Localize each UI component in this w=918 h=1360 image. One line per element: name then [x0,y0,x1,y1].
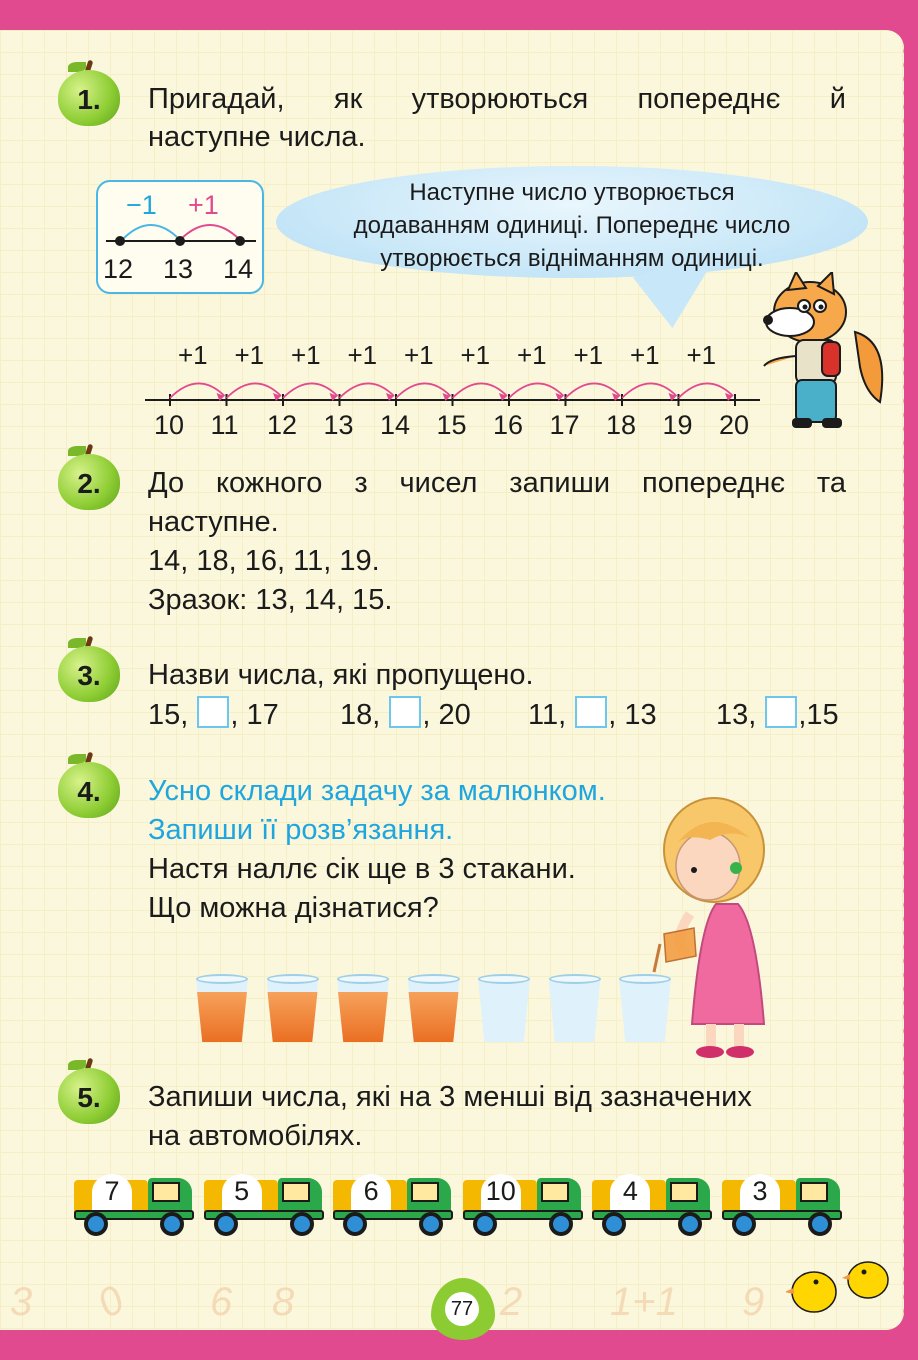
exercise-number: 4. [77,776,101,807]
ex2-text-line2: наступне. [148,506,279,538]
truck-number: 4 [610,1174,650,1210]
answer-box[interactable] [765,696,797,728]
step-label: +1 [234,340,265,370]
truck [204,1174,326,1238]
bubble-line: утворюється відніманням одиниці. [380,245,764,272]
tick-label: 10 [154,410,185,440]
ex3-item-before: 15, [148,699,197,731]
exercise-number: 5. [77,1082,101,1113]
empty-glass [549,978,601,1042]
ex4-text-line3: Настя наллє сік ще в 3 стакани. [148,853,576,885]
decorative-digit: 6 [210,1280,233,1324]
scalloped-edge-right [896,30,910,1330]
glass-with-juice [337,978,389,1042]
exercise-number: 1. [77,84,101,115]
mini-tick-13: 13 [163,254,194,284]
ex1-text-line2: наступне числа. [148,121,366,153]
bubble-line: додаванням одиниці. Попереднє число [353,212,791,239]
step-label: +1 [630,340,660,370]
plus-one-label: +1 [188,190,219,220]
tick-label: 14 [380,410,411,440]
truck [722,1174,844,1238]
bubble-line: Наступне число утворюється [409,179,735,206]
tick-label: 17 [549,410,580,440]
empty-glass [478,978,530,1042]
answer-box[interactable] [389,696,421,728]
tick-label: 12 [267,410,298,440]
mini-tick-12: 12 [103,254,134,284]
ex2-text-line1: До кожного з чисел запиши попереднє та [148,467,846,499]
ex3-item-3 [528,696,657,734]
decorative-digit: 1+1 [610,1280,678,1324]
tick-label: 18 [606,410,637,440]
step-arc [396,383,451,398]
ex3-item-4 [716,696,839,734]
step-arc [340,383,395,398]
speech-bubble-text [296,176,848,275]
truck-number: 10 [481,1174,521,1210]
truck [333,1174,455,1238]
step-arc [509,383,564,398]
step-label: +1 [347,340,378,370]
answer-box[interactable] [197,696,229,728]
tick-label: 16 [493,410,524,440]
truck [74,1174,196,1238]
step-label: +1 [573,340,604,370]
ex3-item-before: 18, [340,699,389,731]
ex3-item-before: 13, [716,699,765,731]
tick-label: 15 [436,410,467,440]
apple-number-icon [58,1058,122,1122]
glass-with-juice [267,978,319,1042]
step-label: +1 [460,340,491,370]
mini-tick-14: 14 [223,254,254,284]
tick-label: 13 [323,410,354,440]
exercise-number: 3. [77,660,101,691]
step-arc [283,383,338,398]
ex2-number-list: 14, 18, 16, 11, 19. [148,545,380,577]
tick-label: 19 [662,410,693,440]
ex3-item-after: , 17 [230,699,279,731]
decorative-digit: 3 [10,1280,33,1324]
fox-character-illustration [760,272,890,432]
step-arc [170,383,225,398]
minus-one-label: −1 [126,190,157,220]
apple-number-icon [58,60,122,124]
ex4-text-line4: Що можна дізнатися? [148,892,439,924]
girl-pouring-juice-illustration [630,794,790,1064]
answer-box[interactable] [575,696,607,728]
step-arc [622,383,677,398]
decorative-digit: 2 [500,1280,523,1324]
glass-with-juice [408,978,460,1042]
ex3-item-2 [340,696,471,734]
step-label: +1 [517,340,547,370]
step-label: +1 [178,340,208,370]
apple-number-icon [58,752,122,816]
ex3-item-after: ,15 [798,699,839,731]
apple-number-icon [58,444,122,508]
step-label: +1 [404,340,434,370]
ex4-text-line1: Усно склади задачу за малюнком. [148,775,606,807]
truck-number: 3 [740,1174,780,1210]
decorative-digit: 9 [742,1280,765,1324]
decorative-digit: 0 [90,1277,132,1327]
truck [592,1174,714,1238]
truck [463,1174,585,1238]
ex3-item-after: , 13 [608,699,657,731]
step-arc [679,383,734,398]
page-number: 77 [445,1292,479,1326]
apple-number-icon [58,636,122,700]
ex5-text-line2: на автомобілях. [148,1120,363,1152]
exercise-number: 2. [77,468,101,499]
ex3-item-1 [148,696,279,734]
ex5-text-line1: Запиши числа, які на 3 менші від зазначених [148,1081,752,1113]
tick-label: 11 [210,410,239,440]
ex4-text-line2: Запиши її розв’язання. [148,814,454,846]
decorative-digit: 8 [272,1280,295,1324]
ex3-item-before: 11, [528,699,575,731]
step-arc [453,383,508,398]
ex2-example: Зразок: 13, 14, 15. [148,584,393,616]
truck-number: 6 [351,1174,391,1210]
ex3-item-after: , 20 [422,699,471,731]
step-label: +1 [291,340,321,370]
chicks-illustration [786,1252,896,1322]
step-label: +1 [686,340,717,370]
ex3-text-line1: Назви числа, які пропущено. [148,659,534,691]
page-number-badge [431,1278,495,1340]
ex1-text-line1: Пригадай, як утворюються попереднє й [148,83,846,115]
truck-number: 7 [92,1174,132,1210]
step-arc [566,383,621,398]
truck-number: 5 [222,1174,262,1210]
scalloped-edge-top [0,22,896,36]
glass-with-juice [196,978,248,1042]
tick-label: 20 [719,410,750,440]
step-arc [227,383,282,398]
